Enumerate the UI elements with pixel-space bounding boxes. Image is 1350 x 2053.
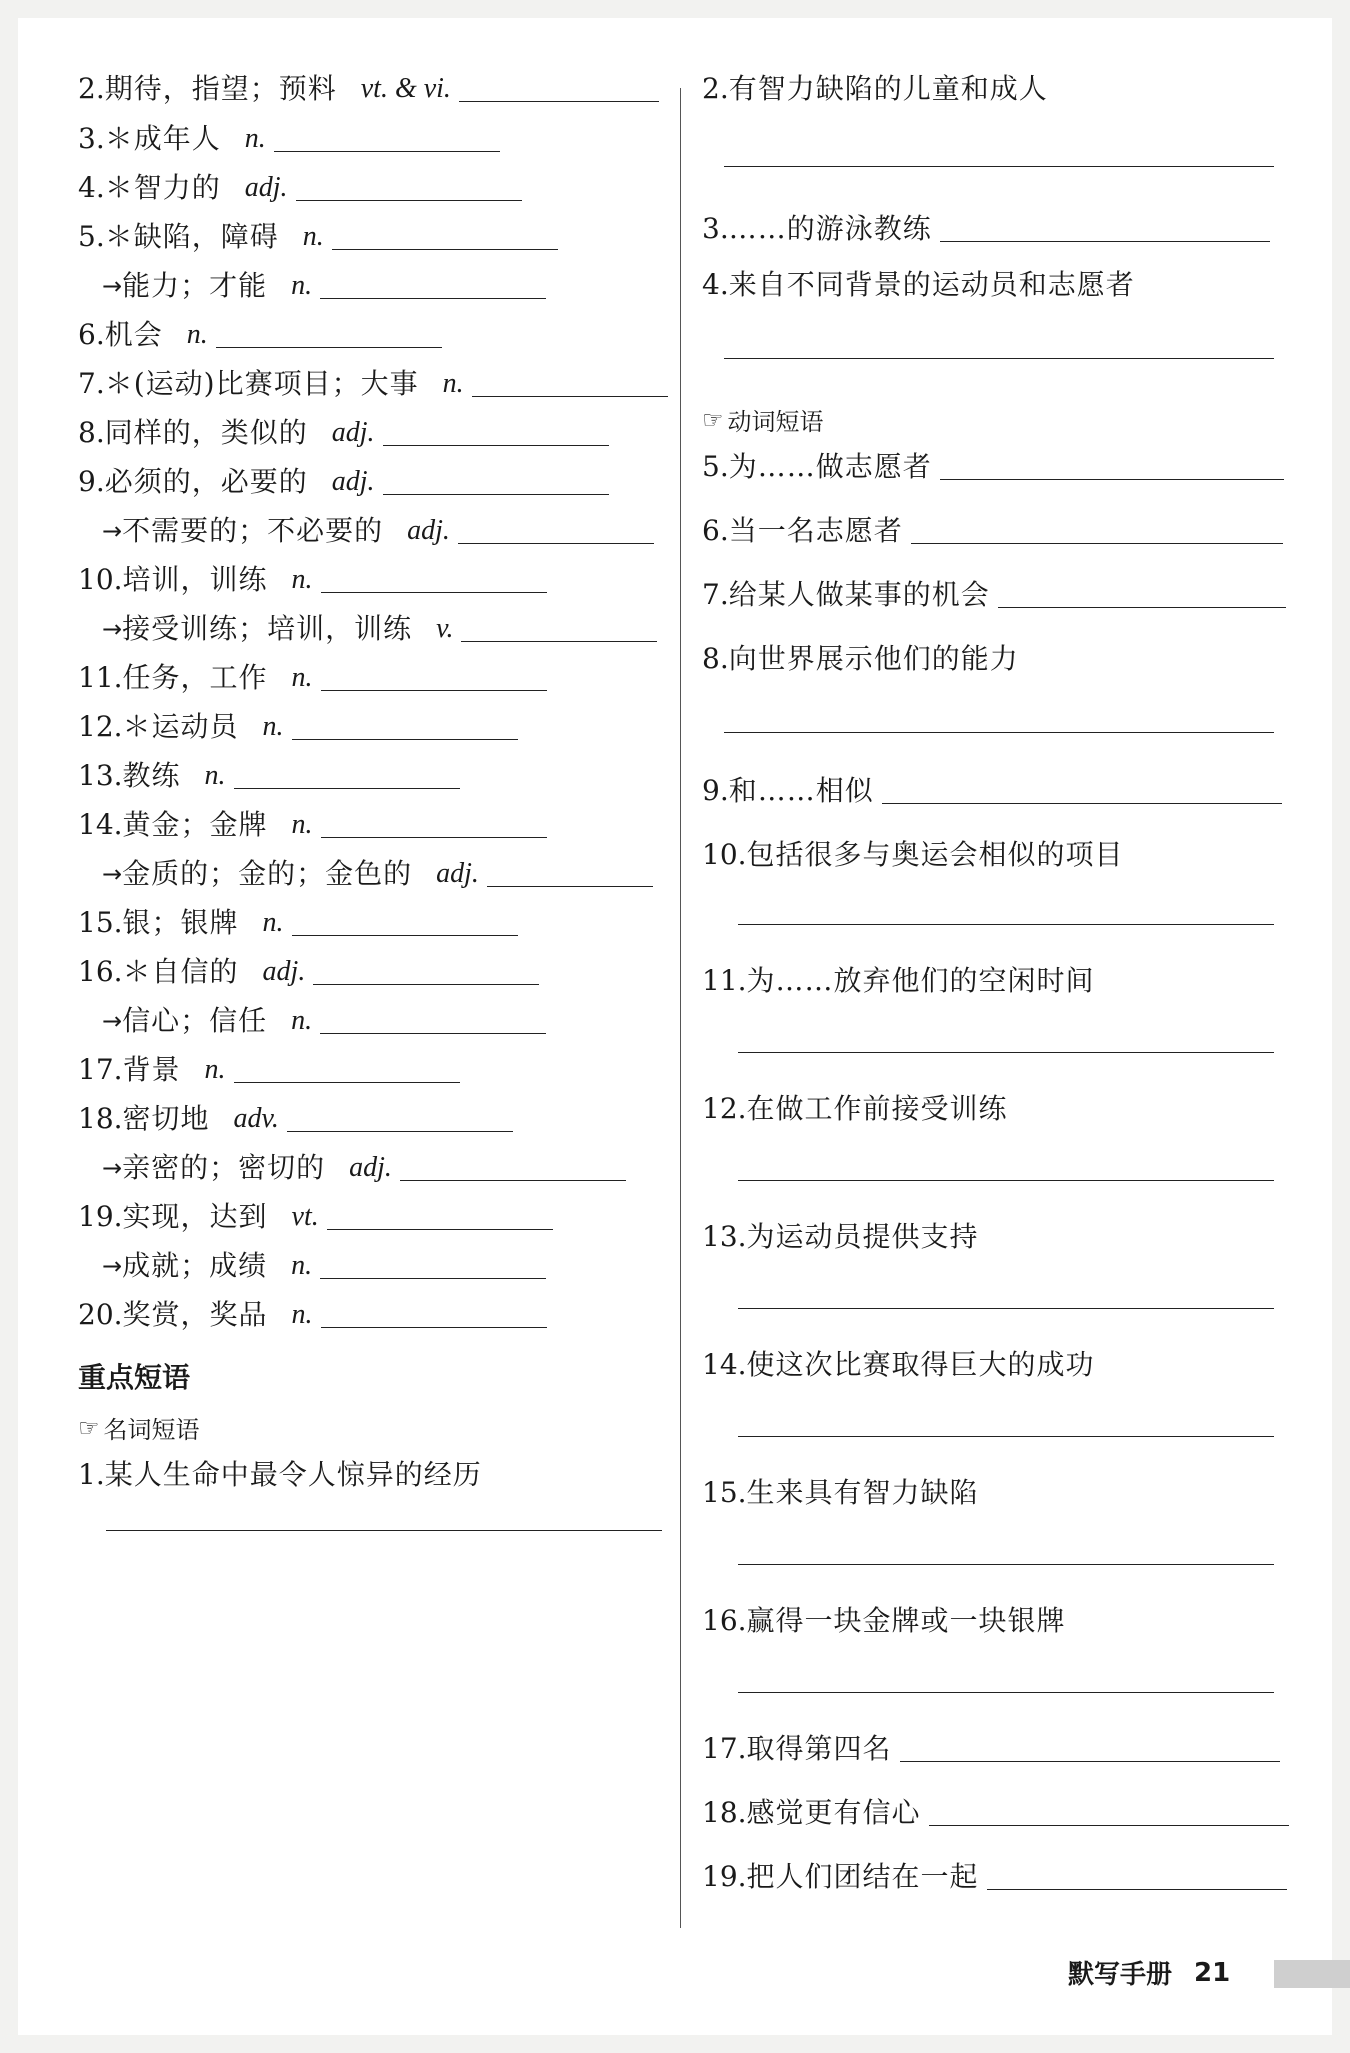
answer-line[interactable] bbox=[724, 732, 1274, 733]
vocab-item: 9. 必须的，必要的 adj. bbox=[78, 465, 609, 499]
phrase-item: 3. ……的游泳教练 bbox=[702, 212, 1270, 246]
vocab-item: 8. 同样的，类似的 adj. bbox=[78, 416, 609, 450]
vocab-item: 4. ＊智力的 adj. bbox=[78, 171, 522, 205]
answer-blank[interactable] bbox=[383, 494, 609, 495]
answer-blank[interactable] bbox=[900, 1761, 1280, 1762]
answer-line[interactable] bbox=[738, 1692, 1274, 1693]
phrase-item: 6. 当一名志愿者 bbox=[702, 514, 1283, 548]
arrow-icon: → bbox=[102, 272, 123, 300]
answer-blank[interactable] bbox=[400, 1180, 626, 1181]
vocab-derivative: → 信心；信任 n. bbox=[102, 1004, 546, 1038]
verb-phrases-heading: ☞ 动词短语 bbox=[702, 405, 824, 436]
vocab-derivative: → 金质的；金的；金色的 adj. bbox=[102, 857, 653, 891]
pointing-hand-icon: ☞ bbox=[702, 405, 724, 434]
phrase-item: 10. 包括很多与奥运会相似的项目 bbox=[702, 838, 1124, 871]
phrase-item: 9. 和……相似 bbox=[702, 774, 1282, 808]
answer-blank[interactable] bbox=[911, 543, 1283, 544]
vocab-derivative: → 接受训练；培训，训练 v. bbox=[102, 612, 657, 646]
page-number: 21 bbox=[1194, 1957, 1231, 1988]
phrase-item: 19. 把人们团结在一起 bbox=[702, 1860, 1287, 1894]
phrase-item: 1. 某人生命中最令人惊异的经历 bbox=[78, 1458, 482, 1491]
vocab-item: 15. 银；银牌 n. bbox=[78, 906, 518, 940]
answer-blank[interactable] bbox=[321, 592, 547, 593]
answer-blank[interactable] bbox=[321, 690, 547, 691]
answer-blank[interactable] bbox=[321, 1327, 547, 1328]
answer-blank[interactable] bbox=[313, 984, 539, 985]
section-title: 重点短语 bbox=[78, 1361, 191, 1394]
vocab-derivative: → 能力；才能 n. bbox=[102, 269, 546, 303]
arrow-icon: → bbox=[102, 1007, 123, 1035]
vocab-item: 11. 任务，工作 n. bbox=[78, 661, 547, 695]
phrase-item: 2. 有智力缺陷的儿童和成人 bbox=[702, 72, 1048, 105]
answer-blank[interactable] bbox=[459, 101, 659, 102]
pointing-hand-icon: ☞ bbox=[78, 1413, 100, 1442]
answer-line[interactable] bbox=[738, 1564, 1274, 1565]
vocab-item: 3. ＊成年人 n. bbox=[78, 122, 500, 156]
answer-blank[interactable] bbox=[487, 886, 653, 887]
vocab-item: 19. 实现，达到 vt. bbox=[78, 1200, 553, 1234]
answer-blank[interactable] bbox=[234, 1082, 460, 1083]
answer-blank[interactable] bbox=[458, 543, 654, 544]
answer-blank[interactable] bbox=[472, 396, 668, 397]
phrase-item: 16. 赢得一块金牌或一块银牌 bbox=[702, 1604, 1066, 1637]
answer-line[interactable] bbox=[106, 1530, 662, 1531]
worksheet-page bbox=[18, 18, 1332, 2035]
vocab-item: 2. 期待，指望；预料 vt. & vi. bbox=[78, 72, 659, 106]
vocab-derivative: → 不需要的；不必要的 adj. bbox=[102, 514, 654, 548]
answer-blank[interactable] bbox=[987, 1889, 1287, 1890]
answer-blank[interactable] bbox=[274, 151, 500, 152]
answer-blank[interactable] bbox=[882, 803, 1282, 804]
vocab-derivative: → 亲密的；密切的 adj. bbox=[102, 1151, 626, 1185]
arrow-icon: → bbox=[102, 1252, 123, 1280]
vocab-item: 20. 奖赏，奖品 n. bbox=[78, 1298, 547, 1332]
answer-blank[interactable] bbox=[998, 607, 1286, 608]
arrow-icon: → bbox=[102, 860, 123, 888]
vocab-item: 17. 背景 n. bbox=[78, 1053, 460, 1087]
answer-blank[interactable] bbox=[929, 1825, 1289, 1826]
answer-line[interactable] bbox=[738, 924, 1274, 925]
answer-blank[interactable] bbox=[296, 200, 522, 201]
vocab-item: 7. ＊(运动)比赛项目；大事 n. bbox=[78, 367, 668, 401]
phrase-item: 13. 为运动员提供支持 bbox=[702, 1220, 979, 1253]
answer-line[interactable] bbox=[738, 1436, 1274, 1437]
phrase-item: 17. 取得第四名 bbox=[702, 1732, 1280, 1766]
vocab-derivative: → 成就；成绩 n. bbox=[102, 1249, 546, 1283]
phrase-item: 11. 为……放弃他们的空闲时间 bbox=[702, 964, 1095, 997]
arrow-icon: → bbox=[102, 1154, 123, 1182]
answer-blank[interactable] bbox=[332, 249, 558, 250]
answer-blank[interactable] bbox=[327, 1229, 553, 1230]
page-edge-tab bbox=[1274, 1960, 1350, 1988]
vocab-item: 18. 密切地 adv. bbox=[78, 1102, 513, 1136]
answer-blank[interactable] bbox=[320, 298, 546, 299]
vocab-item: 16. ＊自信的 adj. bbox=[78, 955, 539, 989]
phrase-item: 12. 在做工作前接受训练 bbox=[702, 1092, 1008, 1125]
phrase-item: 14. 使这次比赛取得巨大的成功 bbox=[702, 1348, 1095, 1381]
phrase-item: 7. 给某人做某事的机会 bbox=[702, 578, 1286, 612]
answer-line[interactable] bbox=[738, 1308, 1274, 1309]
arrow-icon: → bbox=[102, 517, 123, 545]
answer-blank[interactable] bbox=[320, 1278, 546, 1279]
vocab-item: 6. 机会 n. bbox=[78, 318, 442, 352]
phrase-item: 8. 向世界展示他们的能力 bbox=[702, 642, 1019, 675]
answer-blank[interactable] bbox=[216, 347, 442, 348]
arrow-icon: → bbox=[102, 615, 123, 643]
vocab-item: 14. 黄金；金牌 n. bbox=[78, 808, 547, 842]
noun-phrases-heading: ☞ 名词短语 bbox=[78, 1413, 200, 1444]
phrase-item: 5. 为……做志愿者 bbox=[702, 450, 1284, 484]
phrase-item: 4. 来自不同背景的运动员和志愿者 bbox=[702, 268, 1135, 301]
answer-line[interactable] bbox=[738, 1180, 1274, 1181]
answer-blank[interactable] bbox=[321, 837, 547, 838]
answer-line[interactable] bbox=[724, 358, 1274, 359]
answer-line[interactable] bbox=[738, 1052, 1274, 1053]
vocab-item: 13. 教练 n. bbox=[78, 759, 460, 793]
answer-blank[interactable] bbox=[292, 935, 518, 936]
vocab-item: 12. ＊运动员 n. bbox=[78, 710, 518, 744]
answer-blank[interactable] bbox=[287, 1131, 513, 1132]
vocab-item: 5. ＊缺陷，障碍 n. bbox=[78, 220, 558, 254]
phrase-item: 15. 生来具有智力缺陷 bbox=[702, 1476, 979, 1509]
column-divider bbox=[680, 88, 681, 1928]
answer-blank[interactable] bbox=[234, 788, 460, 789]
answer-blank[interactable] bbox=[383, 445, 609, 446]
phrase-item: 18. 感觉更有信心 bbox=[702, 1796, 1289, 1830]
vocab-item: 10. 培训，训练 n. bbox=[78, 563, 547, 597]
handbook-title: 默写手册 bbox=[1068, 1960, 1173, 1990]
answer-blank[interactable] bbox=[320, 1033, 546, 1034]
answer-blank[interactable] bbox=[461, 641, 657, 642]
answer-blank[interactable] bbox=[940, 241, 1270, 242]
answer-blank[interactable] bbox=[940, 479, 1284, 480]
answer-line[interactable] bbox=[724, 166, 1274, 167]
page-footer bbox=[1068, 1954, 1230, 1991]
answer-blank[interactable] bbox=[292, 739, 518, 740]
